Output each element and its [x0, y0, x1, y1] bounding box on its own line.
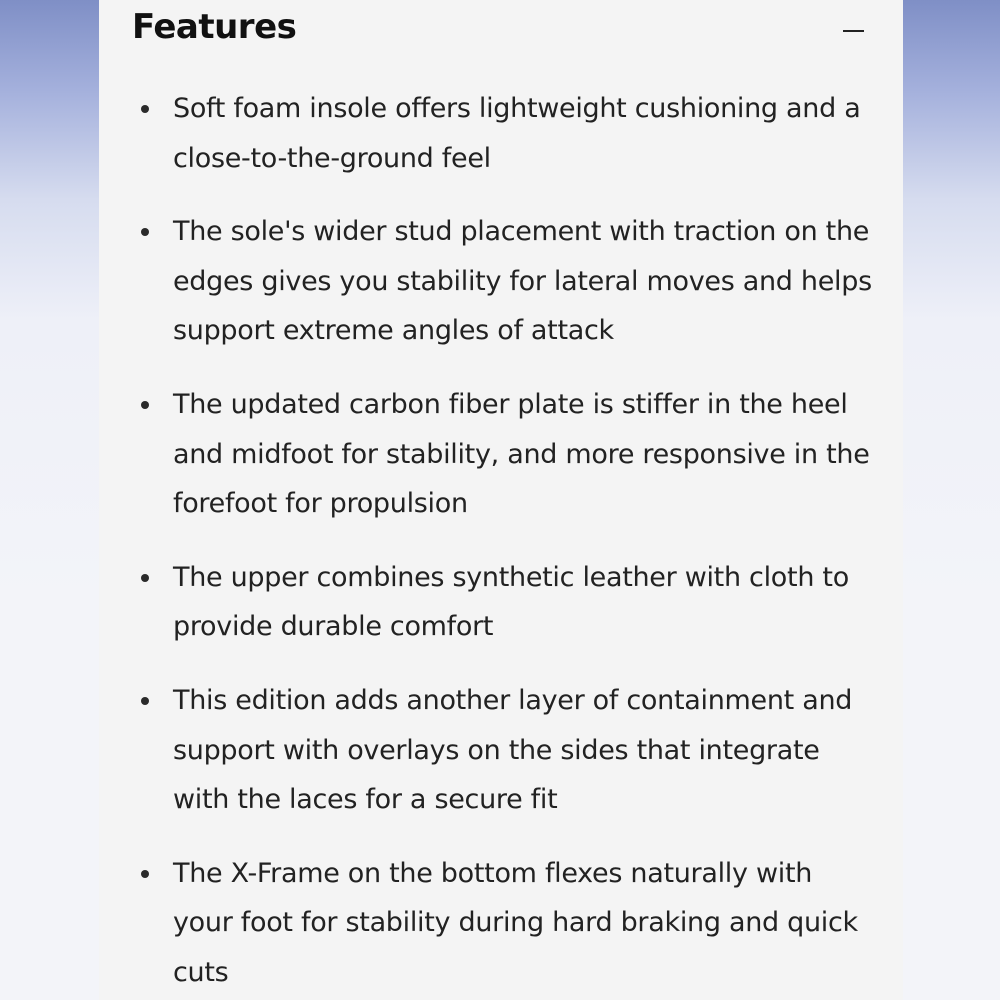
list-item	[139, 380, 875, 529]
feature-text: The sole's wider stud placement with traction on the edges gives you stability for lateral moves and helps support extreme angles of attack	[173, 216, 872, 347]
feature-text: The upper combines synthetic leather with cloth to provide durable comfort	[173, 561, 849, 643]
feature-text: This edition adds another layer of containment and support with overlays on the sides that integrate with the laces for a secure fit	[173, 684, 853, 816]
feature-text: The updated carbon fiber plate is stiffer in the heel and midfoot for stability, and more responsive in the forefoot for propulsion	[173, 388, 870, 520]
collapse-toggle-button[interactable]	[840, 16, 870, 46]
list-item	[139, 553, 875, 652]
features-list	[139, 84, 875, 1000]
section-title: Features	[132, 7, 297, 47]
bullet-icon	[141, 870, 149, 878]
minus-icon	[843, 30, 864, 32]
features-panel	[99, 0, 903, 1000]
list-item	[139, 849, 875, 998]
list-item	[139, 84, 875, 183]
list-item	[139, 676, 875, 825]
list-item	[139, 207, 875, 356]
bullet-icon	[141, 574, 149, 582]
bullet-icon	[141, 697, 149, 705]
features-header[interactable]	[132, 0, 870, 56]
feature-text: Soft foam insole offers lightweight cushioning and a close-to-the-ground feel	[173, 93, 861, 174]
feature-text: The X-Frame on the bottom flexes naturally with your foot for stability during hard braking and quick cuts	[173, 857, 858, 988]
bullet-icon	[141, 105, 149, 113]
bullet-icon	[141, 401, 149, 409]
bullet-icon	[141, 228, 149, 236]
